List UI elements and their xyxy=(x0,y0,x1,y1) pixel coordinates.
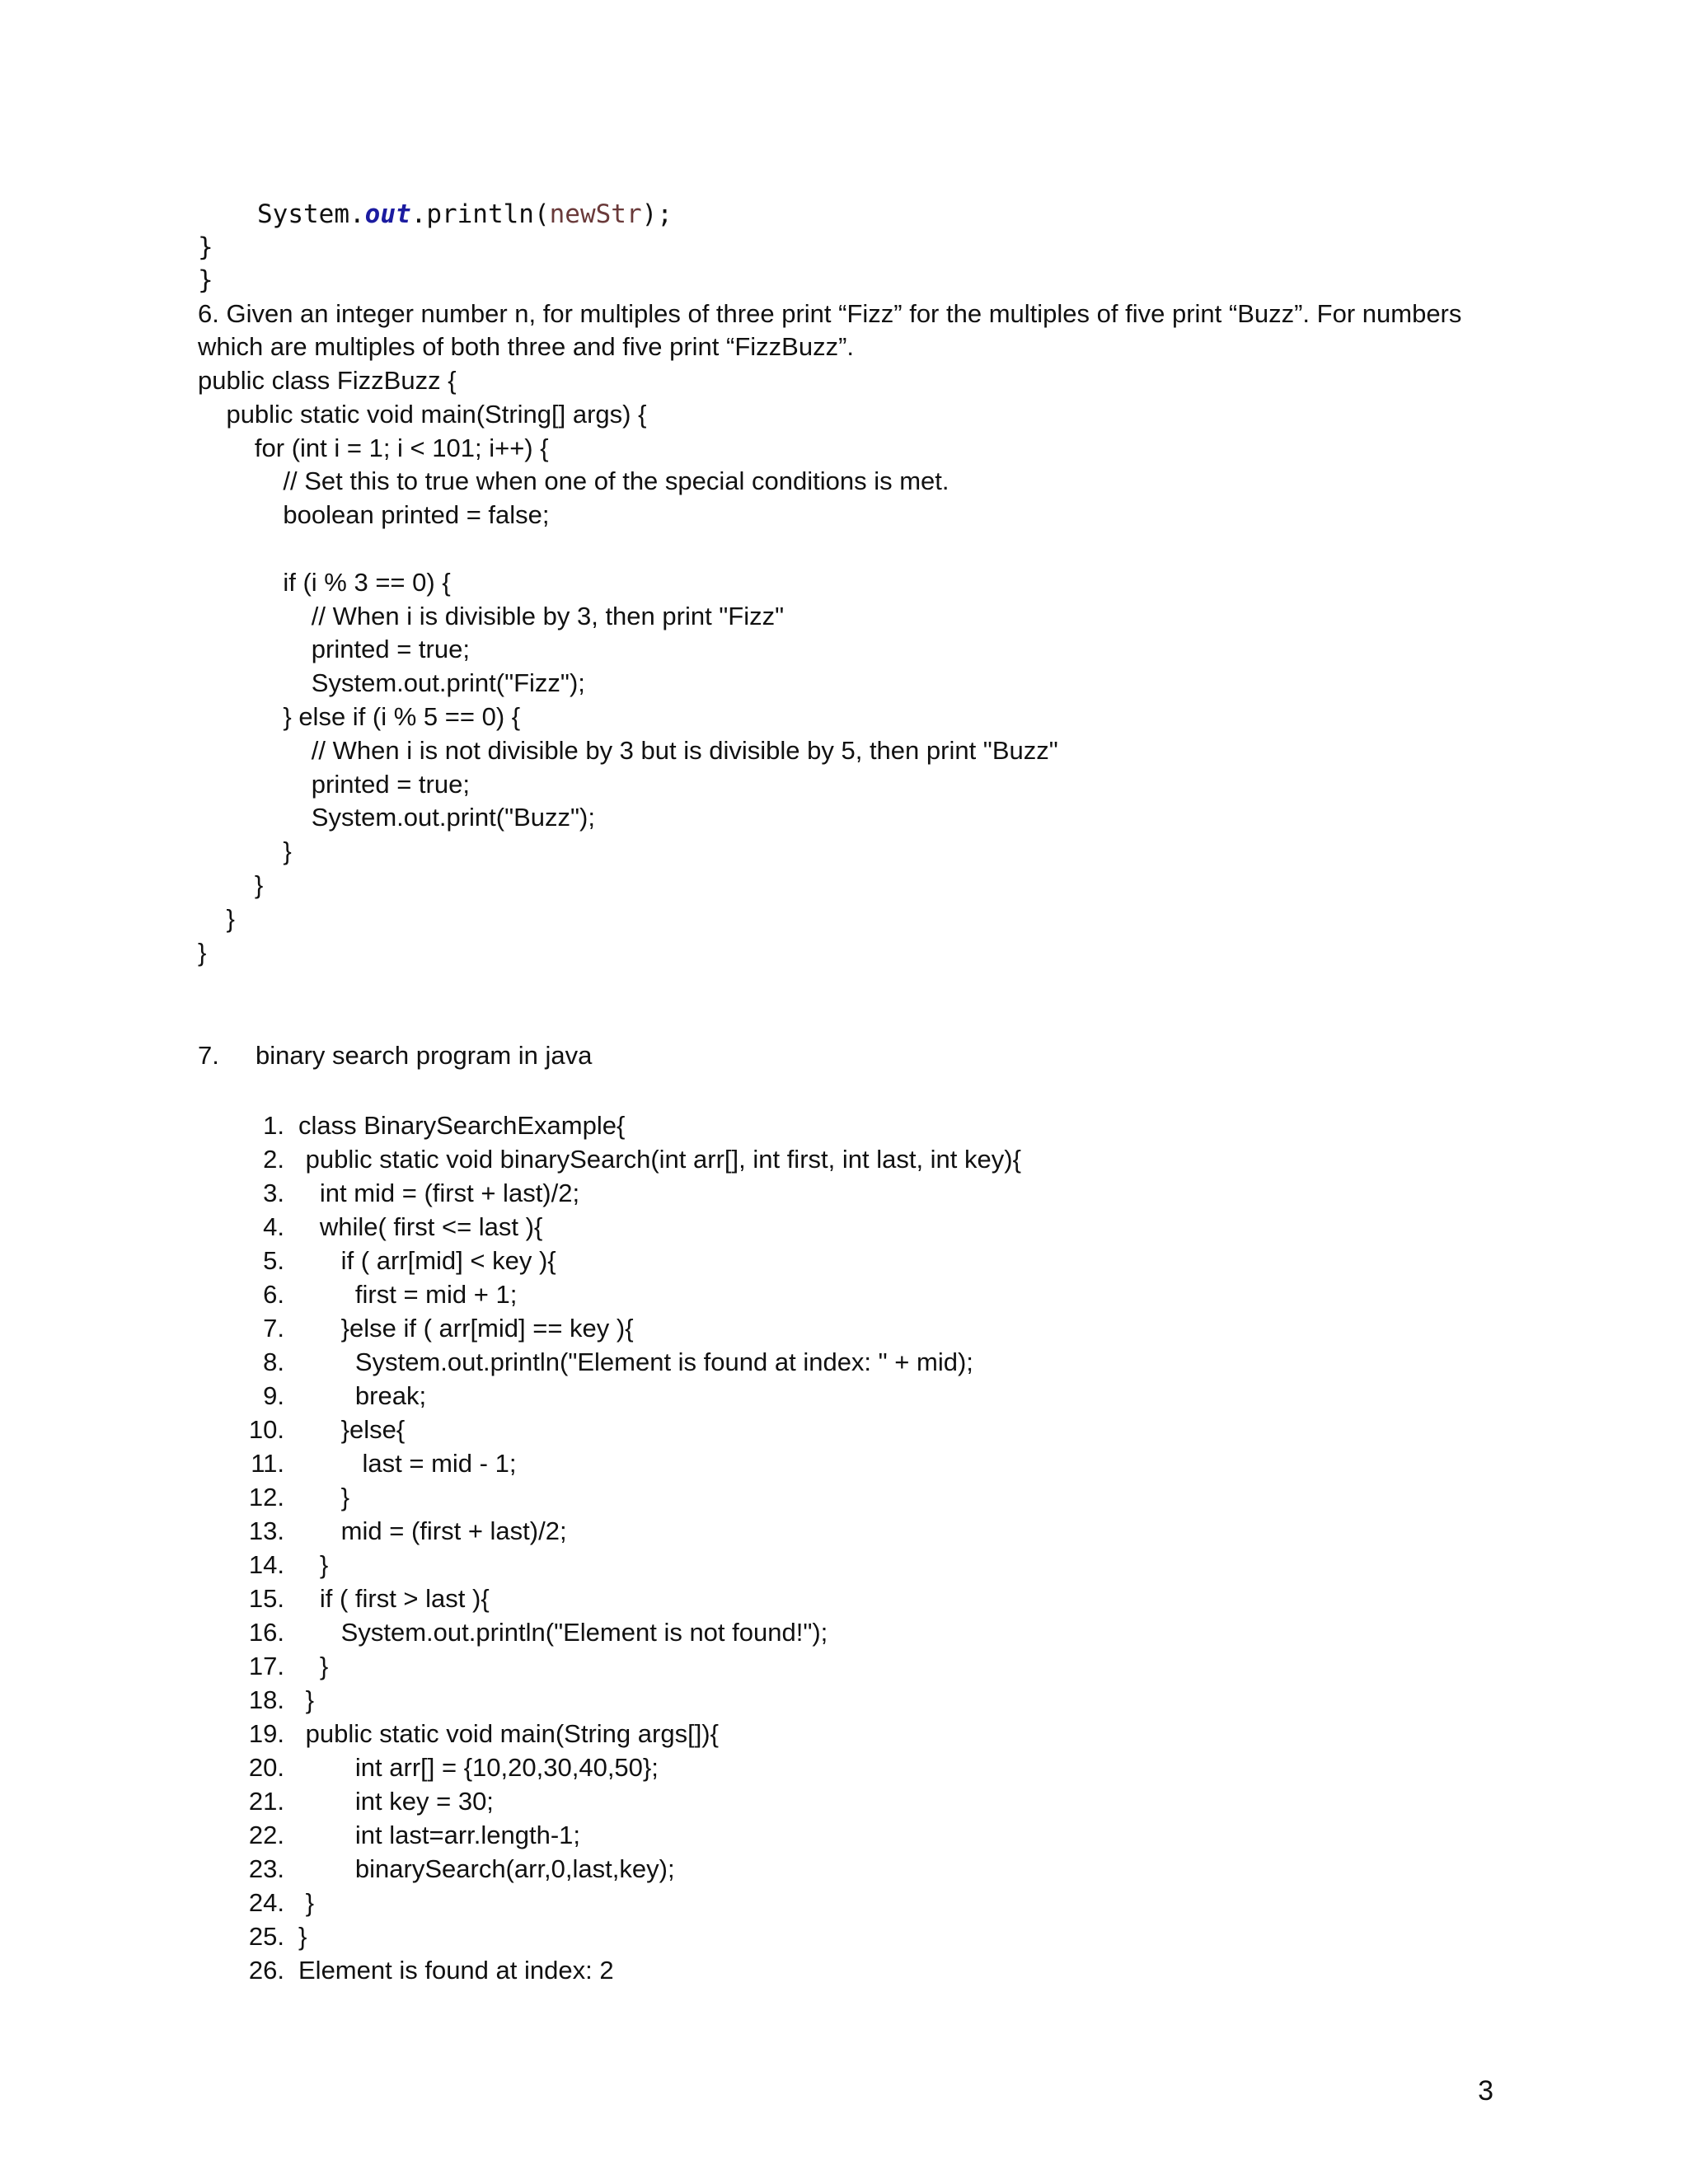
closing-brace: } xyxy=(198,232,213,262)
line-number: 23. xyxy=(248,1854,284,1883)
line-number: 21. xyxy=(248,1787,284,1816)
binary-search-code-line: mid = (first + last)/2; xyxy=(298,1516,567,1545)
line-number: 3. xyxy=(263,1179,284,1207)
line-number: 1. xyxy=(263,1111,284,1140)
line-number: 6. xyxy=(263,1280,284,1309)
line-number: 4. xyxy=(263,1212,284,1241)
line-number: 11. xyxy=(251,1449,284,1478)
line-number: 16. xyxy=(248,1618,284,1647)
binary-search-code-line: Element is found at index: 2 xyxy=(298,1956,614,1985)
fizzbuzz-code-line: public static void main(String[] args) { xyxy=(198,400,647,429)
line-number: 10. xyxy=(248,1415,284,1444)
question-7-number: 7. xyxy=(198,1041,219,1070)
binary-search-code-line: } xyxy=(298,1922,307,1951)
binary-search-code-line: } xyxy=(298,1685,314,1714)
binary-search-code-line: System.out.println("Element is found at index: " + mid); xyxy=(298,1347,973,1376)
fizzbuzz-code-line: System.out.print("Fizz"); xyxy=(198,668,585,697)
binary-search-code-line: } xyxy=(298,1550,329,1579)
binary-search-code-line: } xyxy=(298,1888,314,1917)
page-number: 3 xyxy=(1478,2075,1493,2107)
line-number: 14. xyxy=(248,1550,284,1579)
line-number: 17. xyxy=(248,1652,284,1680)
closing-brace: } xyxy=(198,265,213,295)
line-number: 24. xyxy=(248,1888,284,1917)
binary-search-code-line: binarySearch(arr,0,last,key); xyxy=(298,1854,675,1883)
fizzbuzz-code-line: boolean printed = false; xyxy=(198,500,550,529)
fizzbuzz-code-line: } xyxy=(198,837,292,865)
binary-search-code-line: } xyxy=(298,1483,350,1511)
question-7-title: binary search program in java xyxy=(256,1041,593,1070)
system-token: System. xyxy=(257,199,365,229)
fizzbuzz-code-line: } xyxy=(198,904,235,933)
println-token: .println( xyxy=(410,199,550,229)
out-token: out xyxy=(364,199,411,229)
binary-search-code-line: int arr[] = {10,20,30,40,50}; xyxy=(298,1753,659,1782)
binary-search-code-line: while( first <= last ){ xyxy=(298,1212,543,1241)
binary-search-code-line: if ( arr[mid] < key ){ xyxy=(298,1246,556,1275)
line-number: 19. xyxy=(248,1719,284,1748)
fizzbuzz-code-line: public class FizzBuzz { xyxy=(198,366,457,395)
binary-search-code-line: int last=arr.length-1; xyxy=(298,1821,581,1849)
fizzbuzz-code-line: System.out.print("Buzz"); xyxy=(198,803,595,832)
line-number: 12. xyxy=(248,1483,284,1511)
binary-search-code-line: last = mid - 1; xyxy=(298,1449,517,1478)
fizzbuzz-code-line: } xyxy=(198,938,207,967)
line-number: 13. xyxy=(248,1516,284,1545)
line-number: 5. xyxy=(263,1246,284,1275)
binary-search-code-line: }else if ( arr[mid] == key ){ xyxy=(298,1314,634,1343)
binary-search-code-line: int mid = (first + last)/2; xyxy=(298,1179,580,1207)
println-statement xyxy=(257,198,673,231)
line-number: 9. xyxy=(263,1381,284,1410)
binary-search-code-line: if ( first > last ){ xyxy=(298,1584,490,1613)
fizzbuzz-code-line: } else if (i % 5 == 0) { xyxy=(198,702,521,731)
binary-search-code-line: int key = 30; xyxy=(298,1787,494,1816)
line-number: 2. xyxy=(263,1145,284,1174)
line-number: 15. xyxy=(248,1584,284,1613)
line-number: 25. xyxy=(248,1922,284,1951)
binary-search-code-line: }else{ xyxy=(298,1415,406,1444)
fizzbuzz-code-line: // When i is not divisible by 3 but is divisible by 5, then print "Buzz" xyxy=(198,736,1058,765)
line-number: 18. xyxy=(248,1685,284,1714)
line-number: 26. xyxy=(248,1956,284,1985)
question-6-line-1: 6. Given an integer number n, for multiples of three print “Fizz” for the multiples of five print “Buzz”. For numbers xyxy=(198,299,1462,328)
fizzbuzz-code-line: // Set this to true when one of the special conditions is met. xyxy=(198,466,950,495)
fizzbuzz-code-line: if (i % 3 == 0) { xyxy=(198,568,451,597)
binary-search-code-line: public static void binarySearch(int arr[], int first, int last, int key){ xyxy=(298,1145,1021,1174)
question-6-line-2: which are multiples of both three and five print “FizzBuzz”. xyxy=(198,332,855,361)
binary-search-code-line: class BinarySearchExample{ xyxy=(298,1111,626,1140)
fizzbuzz-code-line: for (int i = 1; i < 101; i++) { xyxy=(198,434,549,462)
fizzbuzz-code-line: printed = true; xyxy=(198,770,470,799)
binary-search-code-line: break; xyxy=(298,1381,427,1410)
line-number: 20. xyxy=(248,1753,284,1782)
line-number: 7. xyxy=(263,1314,284,1343)
fizzbuzz-code-line: } xyxy=(198,870,264,899)
binary-search-code-line: first = mid + 1; xyxy=(298,1280,518,1309)
binary-search-code-line: } xyxy=(298,1652,329,1680)
statement-end-token: ); xyxy=(641,199,673,229)
fizzbuzz-code-line: // When i is divisible by 3, then print "Fizz" xyxy=(198,602,785,630)
binary-search-code-line: System.out.println("Element is not found!"); xyxy=(298,1618,828,1647)
line-number: 22. xyxy=(248,1821,284,1849)
fizzbuzz-code-line: printed = true; xyxy=(198,635,470,663)
newstr-token: newStr xyxy=(549,199,642,229)
binary-search-code-line: public static void main(String args[]){ xyxy=(298,1719,719,1748)
line-number: 8. xyxy=(263,1347,284,1376)
